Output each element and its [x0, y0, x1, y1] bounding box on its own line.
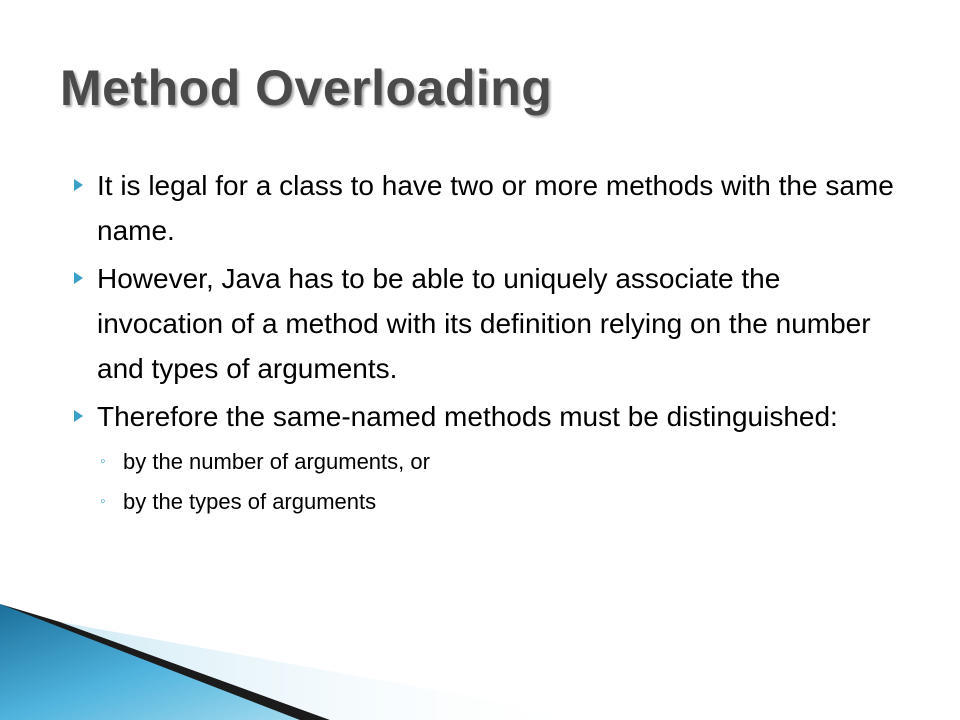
triangle-right-icon	[72, 394, 86, 439]
slide-title: Method Overloading	[60, 60, 553, 116]
bullet-text: Therefore the same-named methods must be distinguished:	[97, 401, 838, 432]
decorative-swoosh	[0, 590, 960, 720]
sub-bullet-text: by the types of arguments	[123, 489, 377, 514]
bullet-list	[72, 163, 902, 522]
circle-outline-icon: ◦	[100, 493, 106, 510]
bullet-text: However, Java has to be able to uniquely associate the invocation of a method with its definition relying on the number and types of arguments.	[97, 263, 871, 384]
bullet-item	[72, 163, 902, 253]
sub-bullet-item	[72, 442, 902, 482]
bullet-text: It is legal for a class to have two or more methods with the same name.	[97, 170, 894, 246]
sub-bullet-text: by the number of arguments, or	[123, 449, 430, 474]
triangle-right-icon	[72, 163, 86, 208]
bullet-item	[72, 256, 902, 391]
circle-outline-icon: ◦	[100, 453, 106, 470]
bullet-item	[72, 394, 902, 439]
triangle-right-icon	[72, 256, 86, 301]
sub-bullet-item	[72, 482, 902, 522]
